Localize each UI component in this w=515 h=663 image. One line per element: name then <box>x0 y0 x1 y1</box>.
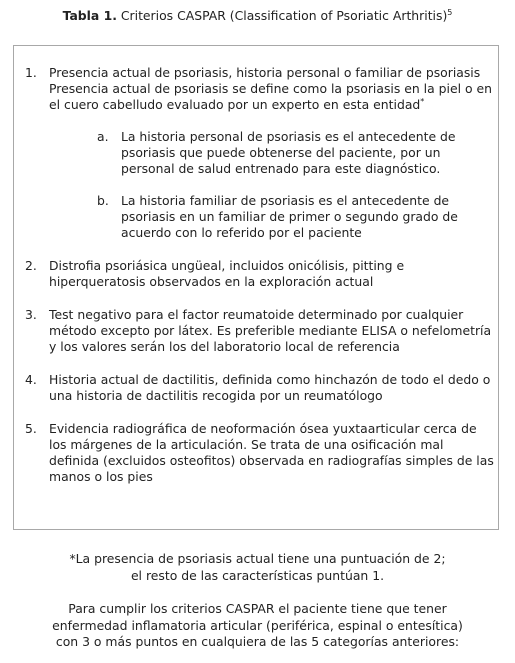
footnote <box>0 551 515 584</box>
criterion-4 <box>25 372 495 404</box>
criterion-text-block <box>49 65 495 241</box>
subcriterion-letter: b. <box>97 193 109 208</box>
reference-superscript: 5 <box>447 7 453 17</box>
criterion-number: 4. <box>25 372 37 387</box>
note-line: Para cumplir los criterios CASPAR el paciente tiene que tener <box>68 601 447 616</box>
footnote-line: *La presencia de psoriasis actual tiene una puntuación de 2; <box>69 551 446 566</box>
table-number: Tabla 1. <box>62 8 117 23</box>
criterion-5 <box>25 421 495 485</box>
criterion-text: Evidencia radiográfica de neoformación ósea yuxtaarticular cerca de los márgenes de la articulación. Se trata de una osificación mal definida (excluidos osteofitos) observada en radiografías simples de las manos o los pies <box>49 421 494 484</box>
criterion-text: Test negativo para el factor reumatoide determinado por cualquier método excepto por látex. Es preferible mediante ELISA o nefelometría y los valores serán los del laboratorio local de referencia <box>49 307 492 354</box>
table-title-text: Criterios CASPAR (Classification of Psoriatic Arthritis) <box>120 8 448 23</box>
criterion-number: 2. <box>25 258 37 273</box>
note-line: enfermedad inflamatoria articular (periférica, espinal o entesítica) <box>52 617 463 633</box>
subcriterion-text: La historia personal de psoriasis es el antecedente de psoriasis que puede obtenerse del paciente, por un personal de salud entrenado para este diagnóstico. <box>121 129 456 176</box>
subcriterion-b <box>97 193 492 241</box>
criterion-number: 1. <box>25 65 37 80</box>
table-title <box>0 8 515 24</box>
criterion-3 <box>25 307 495 355</box>
criterion-1 <box>25 65 495 241</box>
criteria-list <box>25 65 495 502</box>
subcriterion-text: La historia familiar de psoriasis es el antecedente de psoriasis en un familiar de primer o segundo grado de acuerdo con lo referido por el paciente <box>121 193 458 240</box>
subcriterion-a <box>97 129 492 177</box>
note-line: con 3 o más puntos en cualquiera de las 5 categorías anteriores: <box>55 634 460 649</box>
criterion-text: Presencia actual de psoriasis, historia personal o familiar de psoriasis Presencia actual de psoriasis se define como la psoriasis en la piel o en el cuero cabelludo evaluado por un experto en esta entidad <box>49 65 492 112</box>
criterion-number: 3. <box>25 307 37 322</box>
footnote-marker: * <box>420 96 425 106</box>
subcriterion-letter: a. <box>97 129 109 144</box>
criterion-2 <box>25 258 495 290</box>
criterion-text: Historia actual de dactilitis, definida como hinchazón de todo el dedo o una historia de dactilitis recogida por un reumatólogo <box>49 372 491 403</box>
criteria-note <box>0 601 515 651</box>
footnote-line: el resto de las características puntúan 1. <box>130 567 385 583</box>
criterion-number: 5. <box>25 421 37 436</box>
criterion-text: Distrofia psoriásica ungüeal, incluidos onicólisis, pitting e hiperqueratosis observados en la exploración actual <box>49 258 405 289</box>
